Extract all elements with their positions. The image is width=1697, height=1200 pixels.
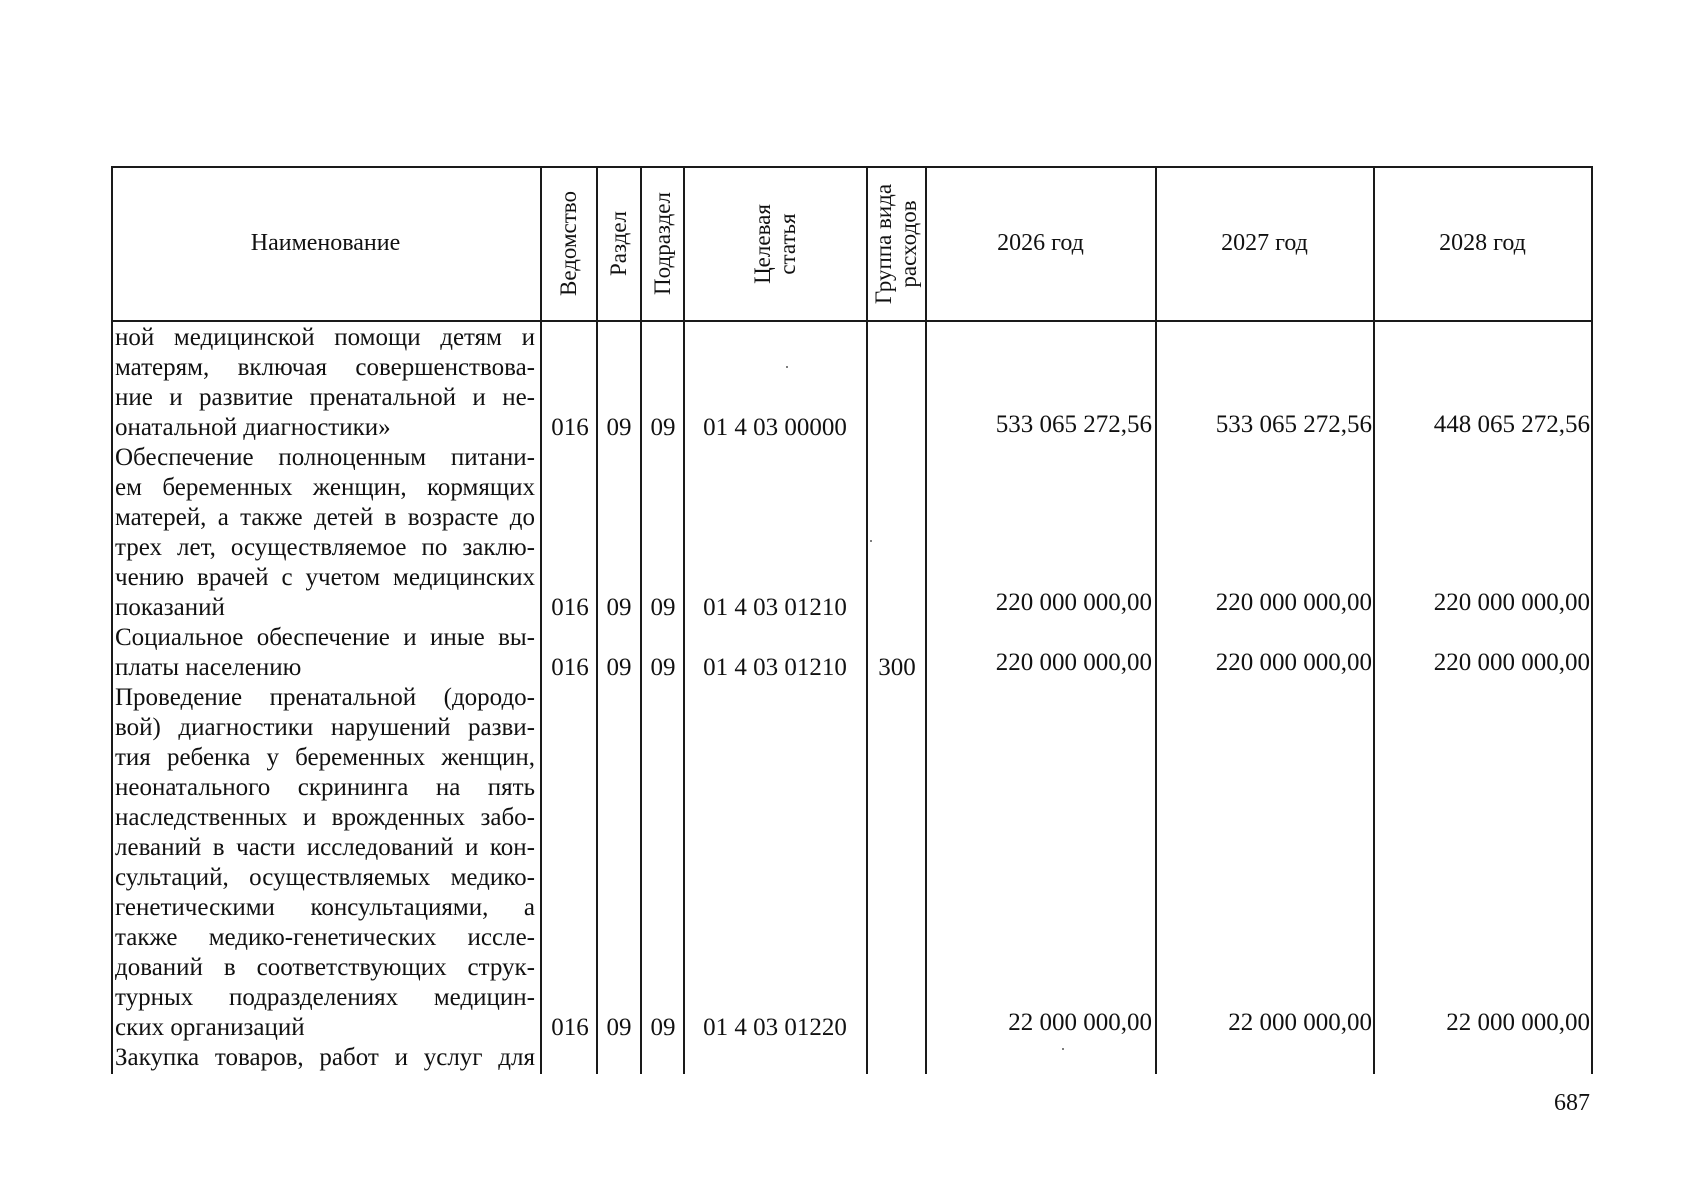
col-border-left	[111, 166, 113, 1074]
row-1-2027: 220 000 000,00	[1215, 589, 1372, 616]
row-1-name-line: трех лет, осуществляемое по заклю-	[115, 534, 535, 561]
row-3-name-line: вой) диагностики нарушений разви-	[115, 714, 535, 741]
row-2-name-line: платы населению	[115, 654, 302, 681]
row-2-razdel: 09	[606, 654, 632, 681]
row-1-name-line: ем беременных женщин, кормящих	[115, 474, 535, 501]
scan-speck	[1062, 1048, 1064, 1050]
row-2-2028: 220 000 000,00	[1433, 649, 1590, 676]
col-border-right	[1591, 166, 1593, 1074]
row-2-podrazdel: 09	[650, 654, 676, 681]
row-2-name	[115, 623, 535, 683]
row-1-name-line: показаний	[115, 594, 225, 621]
row-2-vedomstvo: 016	[551, 654, 589, 681]
row-3-2028: 22 000 000,00	[1446, 1009, 1590, 1036]
row-4-name-line: Закупка товаров, работ и услуг для	[115, 1044, 535, 1071]
scan-speck	[786, 366, 788, 368]
row-1-2026: 220 000 000,00	[995, 589, 1152, 616]
col-border-grp	[925, 166, 927, 1074]
row-3-name-line: ских организаций	[115, 1014, 305, 1041]
row-0-tselevaya-statya: 01 4 03 00000	[703, 414, 847, 441]
row-0-name-line: ние и развитие пренатальной и не-	[115, 384, 535, 411]
row-3-razdel: 09	[606, 1014, 632, 1041]
row-3-name-line: дований в соответствующих струк-	[115, 954, 535, 981]
row-3-name-line: неонатального скрининга на пять	[115, 774, 535, 801]
row-1-2028: 220 000 000,00	[1433, 589, 1590, 616]
row-2-name-line: Социальное обеспечение и иные вы-	[115, 624, 535, 651]
row-3-2026: 22 000 000,00	[1008, 1009, 1152, 1036]
row-1-name-line: матерей, а также детей в возрасте до	[115, 504, 535, 531]
row-3-name-line: Проведение пренатальной (дородо-	[115, 684, 535, 711]
row-1-name-line: чению врачей с учетом медицинских	[115, 564, 535, 591]
row-0-name	[115, 323, 535, 443]
row-3-vedomstvo: 016	[551, 1014, 589, 1041]
header-podrazdel-text: Подраздел	[649, 192, 675, 295]
header-2026: 2026 год	[997, 230, 1084, 256]
row-3-name-line: тия ребенка у беременных женщин,	[115, 744, 535, 771]
col-border-2027	[1373, 166, 1375, 1074]
row-0-podrazdel: 09	[650, 414, 676, 441]
col-border-2026	[1155, 166, 1157, 1074]
header-razdel	[597, 167, 640, 320]
row-3-name-line: сультаций, осуществляемых медико-	[115, 864, 535, 891]
row-0-vedomstvo: 016	[551, 414, 589, 441]
row-0-name-line: онатальной диагностики»	[115, 414, 391, 441]
row-0-name-line: ной медицинской помощи детям и	[115, 324, 535, 351]
row-1-vedomstvo: 016	[551, 594, 589, 621]
row-0-name-line: матерям, включая совершенствова-	[115, 354, 535, 381]
row-3-name-line: наследственных и врожденных забо-	[115, 804, 535, 831]
row-3-2027: 22 000 000,00	[1228, 1009, 1372, 1036]
scan-speck	[870, 540, 872, 542]
row-3-name	[115, 683, 535, 1043]
row-0-2028: 448 065 272,56	[1433, 411, 1590, 438]
header-2028: 2028 год	[1439, 230, 1526, 256]
header-2027: 2027 год	[1221, 230, 1308, 256]
header-tselevaya-statya	[684, 167, 866, 320]
header-gruppa-line2: расходов	[896, 199, 922, 288]
row-2-2027: 220 000 000,00	[1215, 649, 1372, 676]
row-3-name-line: леваний в части исследований и кон-	[115, 834, 535, 861]
header-tselevaya-line2: статья	[774, 212, 800, 275]
header-gruppa-vida-rashodov	[867, 167, 925, 320]
header-name: Наименование	[250, 230, 401, 256]
row-3-tselevaya-statya: 01 4 03 01220	[703, 1014, 847, 1041]
row-0-2027: 533 065 272,56	[1215, 411, 1372, 438]
header-tselevaya-line1: Целевая	[749, 203, 775, 284]
header-gruppa-text	[871, 183, 921, 303]
row-1-tselevaya-statya: 01 4 03 01210	[703, 594, 847, 621]
row-3-podrazdel: 09	[650, 1014, 676, 1041]
row-4-name	[115, 1043, 535, 1073]
header-gruppa-line1: Группа вида	[871, 183, 897, 304]
row-2-2026: 220 000 000,00	[995, 649, 1152, 676]
row-2-gruppa: 300	[878, 654, 916, 681]
row-0-2026: 533 065 272,56	[995, 411, 1152, 438]
page-number: 687	[1554, 1090, 1590, 1116]
row-1-razdel: 09	[606, 594, 632, 621]
row-1-name-line: Обеспечение полноценным питани-	[115, 444, 535, 471]
row-3-name-line: также медико-генетических иссле-	[115, 924, 535, 951]
row-0-razdel: 09	[606, 414, 632, 441]
header-vedomstvo	[541, 167, 596, 320]
header-tselevaya-text	[750, 204, 800, 284]
header-razdel-text: Раздел	[606, 210, 631, 277]
header-podrazdel	[641, 167, 683, 320]
row-1-podrazdel: 09	[650, 594, 676, 621]
row-2-tselevaya-statya: 01 4 03 01210	[703, 654, 847, 681]
row-1-name	[115, 443, 535, 623]
row-3-name-line: генетическими консультациями, а	[115, 894, 535, 921]
row-3-name-line: турных подразделениях медицин-	[115, 984, 535, 1011]
header-bottom-border	[111, 320, 1592, 322]
header-vedomstvo-text: Ведомство	[556, 190, 581, 297]
